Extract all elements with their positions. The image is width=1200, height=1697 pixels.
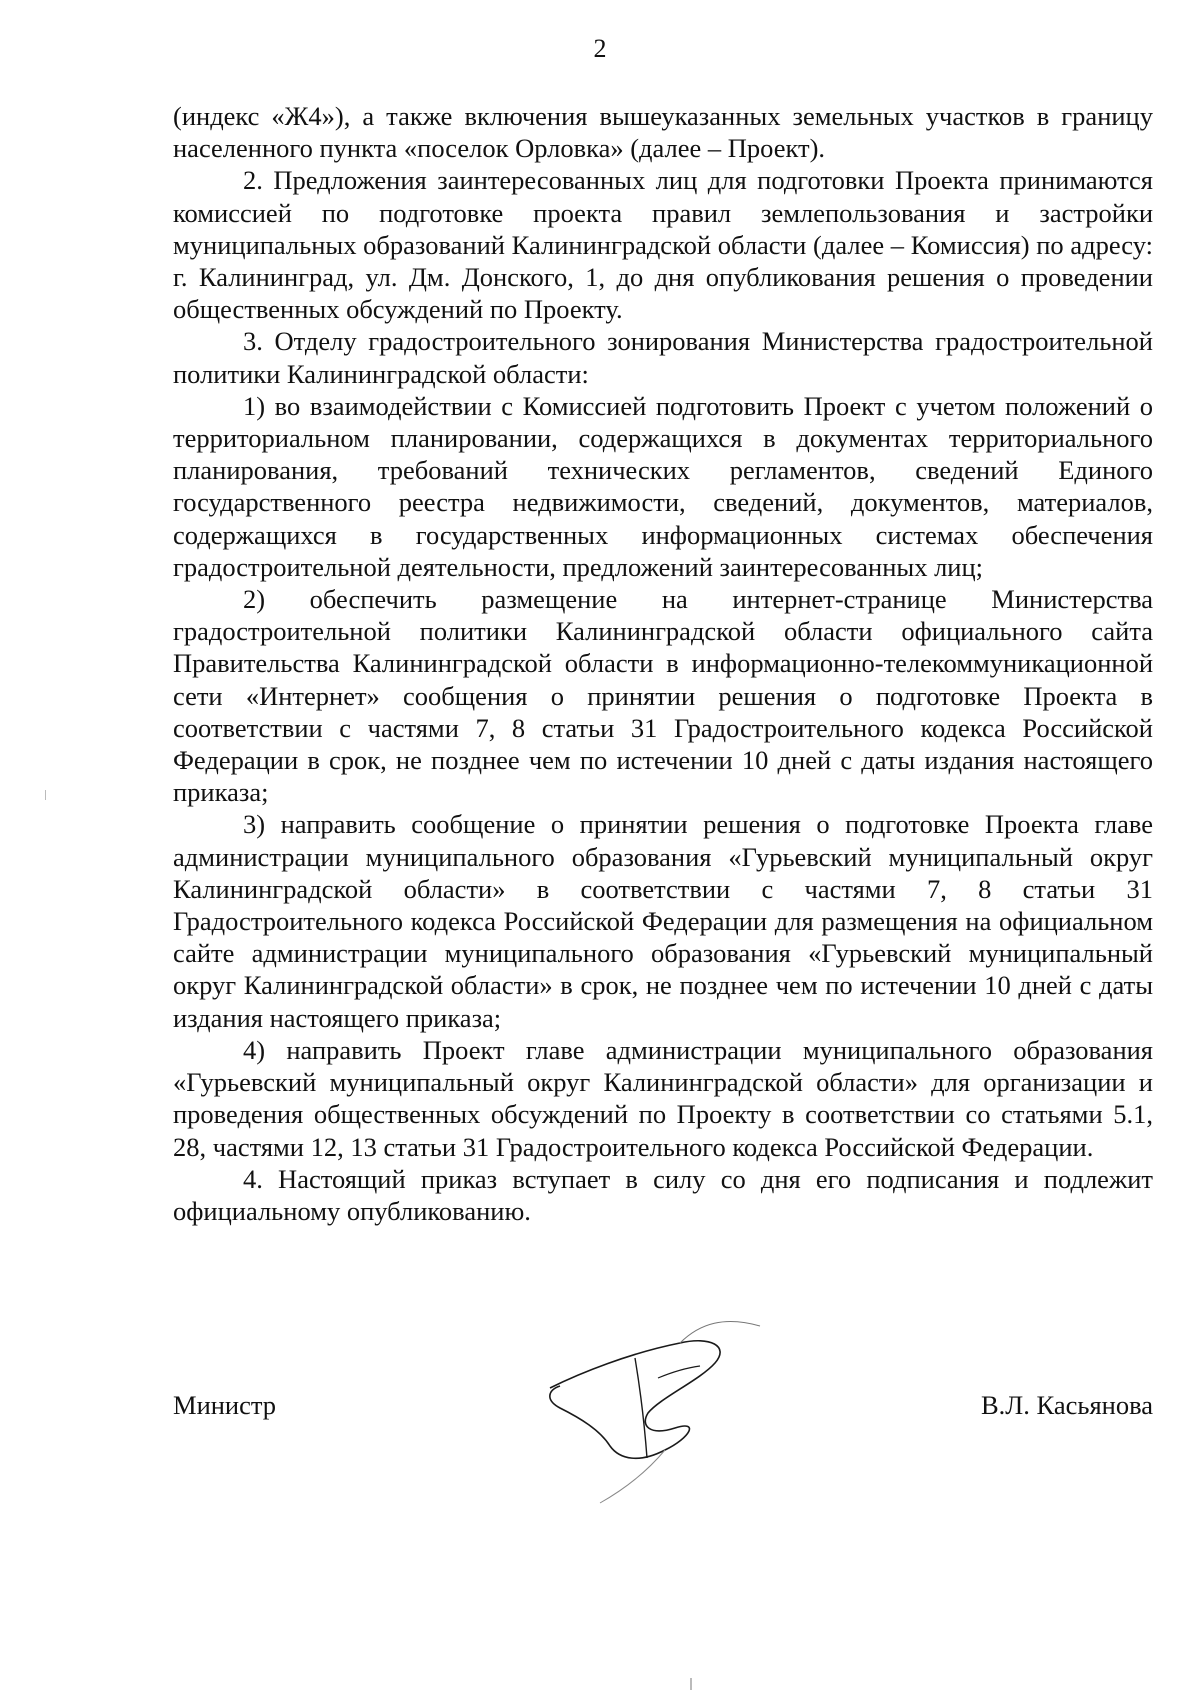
paragraph-item-2: 2. Предложения заинтересованных лиц для подготовки Проекта принимаются комиссией по подготовке проекта правил землепользования и застройки муниципальных образований Калининградской области (далее – Комиссия) по адресу: г. Калининград, ул. Дм. Донского, 1, до дня опубликования решения о проведении общественных обсуждений по Проекту.	[173, 165, 1153, 325]
paragraph-item-4: 4. Настоящий приказ вступает в силу со дня его подписания и подлежит официальному опубликованию.	[173, 1163, 1153, 1226]
subitem-2: 2) обеспечить размещение на интернет-странице Министерства градостроительной политики Калининградской области официального сайта Правительства Калининградской области в информационно-телекоммуникационной сети «Интернет» сообщения о принятии решения о подготовке Проекта в соответствии с частями 7, 8 статьи 31 Градостроительного кодекса Российской Федерации в срок, не позднее чем по истечении 10 дней с даты издания настоящего приказа;	[173, 584, 1153, 808]
paragraph-item-3: 3. Отделу градостроительного зонирования Министерства градостроительной политики Калининградской области:	[173, 326, 1153, 389]
scan-margin-mark	[45, 790, 46, 800]
subitem-4: 4) направить Проект главе администрации муниципального образования «Гурьевский муниципальный округ Калининградской области» для организации и проведения общественных обсуждений по Проекту в соответствии со статьями 5.1, 28, частями 12, 13 статьи 31 Градостроительного кодекса Российской Федерации.	[173, 1034, 1153, 1162]
document-body	[173, 100, 1153, 1227]
scan-margin-mark	[690, 1678, 692, 1690]
page-number: 2	[593, 34, 607, 63]
handwritten-signature	[540, 1318, 780, 1518]
subitem-3: 3) направить сообщение о принятии решения о подготовке Проекта главе администрации муниципального образования «Гурьевский муниципальный округ Калининградской области» в соответствии с частями 7, 8 статьи 31 Градостроительного кодекса Российской Федерации для размещения на официальном сайте администрации муниципального образования «Гурьевский муниципальный округ Калининградской области» в срок, не позднее чем по истечении 10 дней с даты издания настоящего приказа;	[173, 809, 1153, 1033]
paragraph: (индекс «Ж4»), а также включения вышеуказанных земельных участков в границу населенного пункта «поселок Орловка» (далее – Проект).	[173, 101, 1153, 164]
signer-title: Министр	[173, 1390, 277, 1420]
signer-name: В.Л. Касьянова	[980, 1390, 1153, 1420]
subitem-1: 1) во взаимодействии с Комиссией подготовить Проект с учетом положений о территориальном планировании, содержащихся в документах территориального планирования, требований технических регламентов, сведений Единого государственного реестра недвижимости, сведений, документов, материалов, содержащихся в государственных информационных системах обеспечения градостроительной деятельности, предложений заинтересованных лиц;	[173, 390, 1153, 582]
